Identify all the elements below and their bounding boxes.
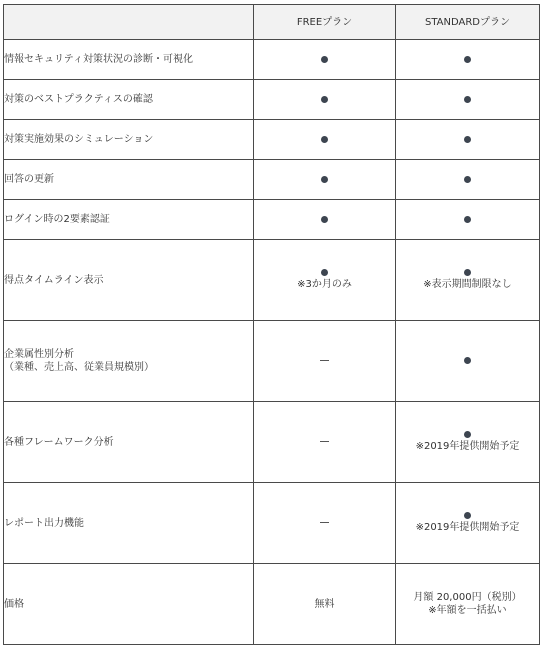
free-price-cell: 無料	[254, 564, 396, 645]
standard-cell	[396, 402, 540, 483]
feature-name-line: 企業属性別分析	[4, 349, 74, 360]
free-cell	[254, 402, 396, 483]
available-dot-icon	[464, 176, 471, 183]
feature-name: 情報セキュリティ対策状況の診断・可視化	[4, 40, 254, 80]
standard-plan-header: STANDARDプラン	[396, 5, 540, 40]
free-cell	[254, 40, 396, 80]
feature-name: 対策実施効果のシミュレーション	[4, 120, 254, 160]
table-row	[4, 402, 540, 483]
table-row	[4, 200, 540, 240]
standard-price: 月額 20,000円（税別）	[413, 592, 522, 603]
standard-cell	[396, 321, 540, 402]
feature-name-subline: （業種、売上高、従業員規模別）	[4, 362, 154, 373]
available-dot-icon	[464, 96, 471, 103]
feature-name: レポート出力機能	[4, 483, 254, 564]
available-dot-icon	[464, 216, 471, 223]
table-row	[4, 564, 540, 645]
free-cell	[254, 321, 396, 402]
standard-cell	[396, 483, 540, 564]
feature-name: 回答の更新	[4, 160, 254, 200]
unavailable-dash-icon	[320, 360, 329, 361]
table-row	[4, 240, 540, 321]
unavailable-dash-icon	[320, 441, 329, 442]
available-dot-icon	[464, 357, 471, 364]
standard-note: ※2019年提供開始予定	[415, 522, 520, 533]
table-header-row	[4, 5, 540, 40]
feature-name: 対策のベストプラクティスの確認	[4, 80, 254, 120]
free-cell	[254, 483, 396, 564]
standard-cell	[396, 40, 540, 80]
table-row	[4, 40, 540, 80]
standard-cell	[396, 160, 540, 200]
free-cell	[254, 200, 396, 240]
feature-name: 価格	[4, 564, 254, 645]
available-dot-icon	[321, 176, 328, 183]
free-plan-header: FREEプラン	[254, 5, 396, 40]
standard-price-note: ※年額を一括払い	[428, 605, 507, 616]
free-cell	[254, 120, 396, 160]
header-blank-cell	[4, 5, 254, 40]
available-dot-icon	[321, 96, 328, 103]
available-dot-icon	[321, 56, 328, 63]
table-row	[4, 120, 540, 160]
available-dot-icon	[321, 216, 328, 223]
plan-comparison-table	[3, 4, 540, 645]
standard-note: ※表示期間制限なし	[423, 279, 512, 290]
available-dot-icon	[464, 269, 471, 276]
table-row	[4, 483, 540, 564]
available-dot-icon	[321, 136, 328, 143]
available-dot-icon	[464, 56, 471, 63]
standard-note: ※2019年提供開始予定	[415, 441, 520, 452]
standard-cell	[396, 120, 540, 160]
table-row	[4, 80, 540, 120]
available-dot-icon	[464, 136, 471, 143]
feature-name	[4, 321, 254, 402]
feature-name: 得点タイムライン表示	[4, 240, 254, 321]
unavailable-dash-icon	[320, 522, 329, 523]
available-dot-icon	[321, 269, 328, 276]
feature-name: ログイン時の2要素認証	[4, 200, 254, 240]
free-note: ※3か月のみ	[297, 279, 352, 290]
table-row	[4, 321, 540, 402]
available-dot-icon	[464, 431, 471, 438]
standard-price-cell	[396, 564, 540, 645]
free-cell	[254, 160, 396, 200]
feature-name: 各種フレームワーク分析	[4, 402, 254, 483]
table-row	[4, 160, 540, 200]
available-dot-icon	[464, 512, 471, 519]
free-cell	[254, 80, 396, 120]
standard-cell	[396, 80, 540, 120]
free-cell	[254, 240, 396, 321]
standard-cell	[396, 200, 540, 240]
standard-cell	[396, 240, 540, 321]
